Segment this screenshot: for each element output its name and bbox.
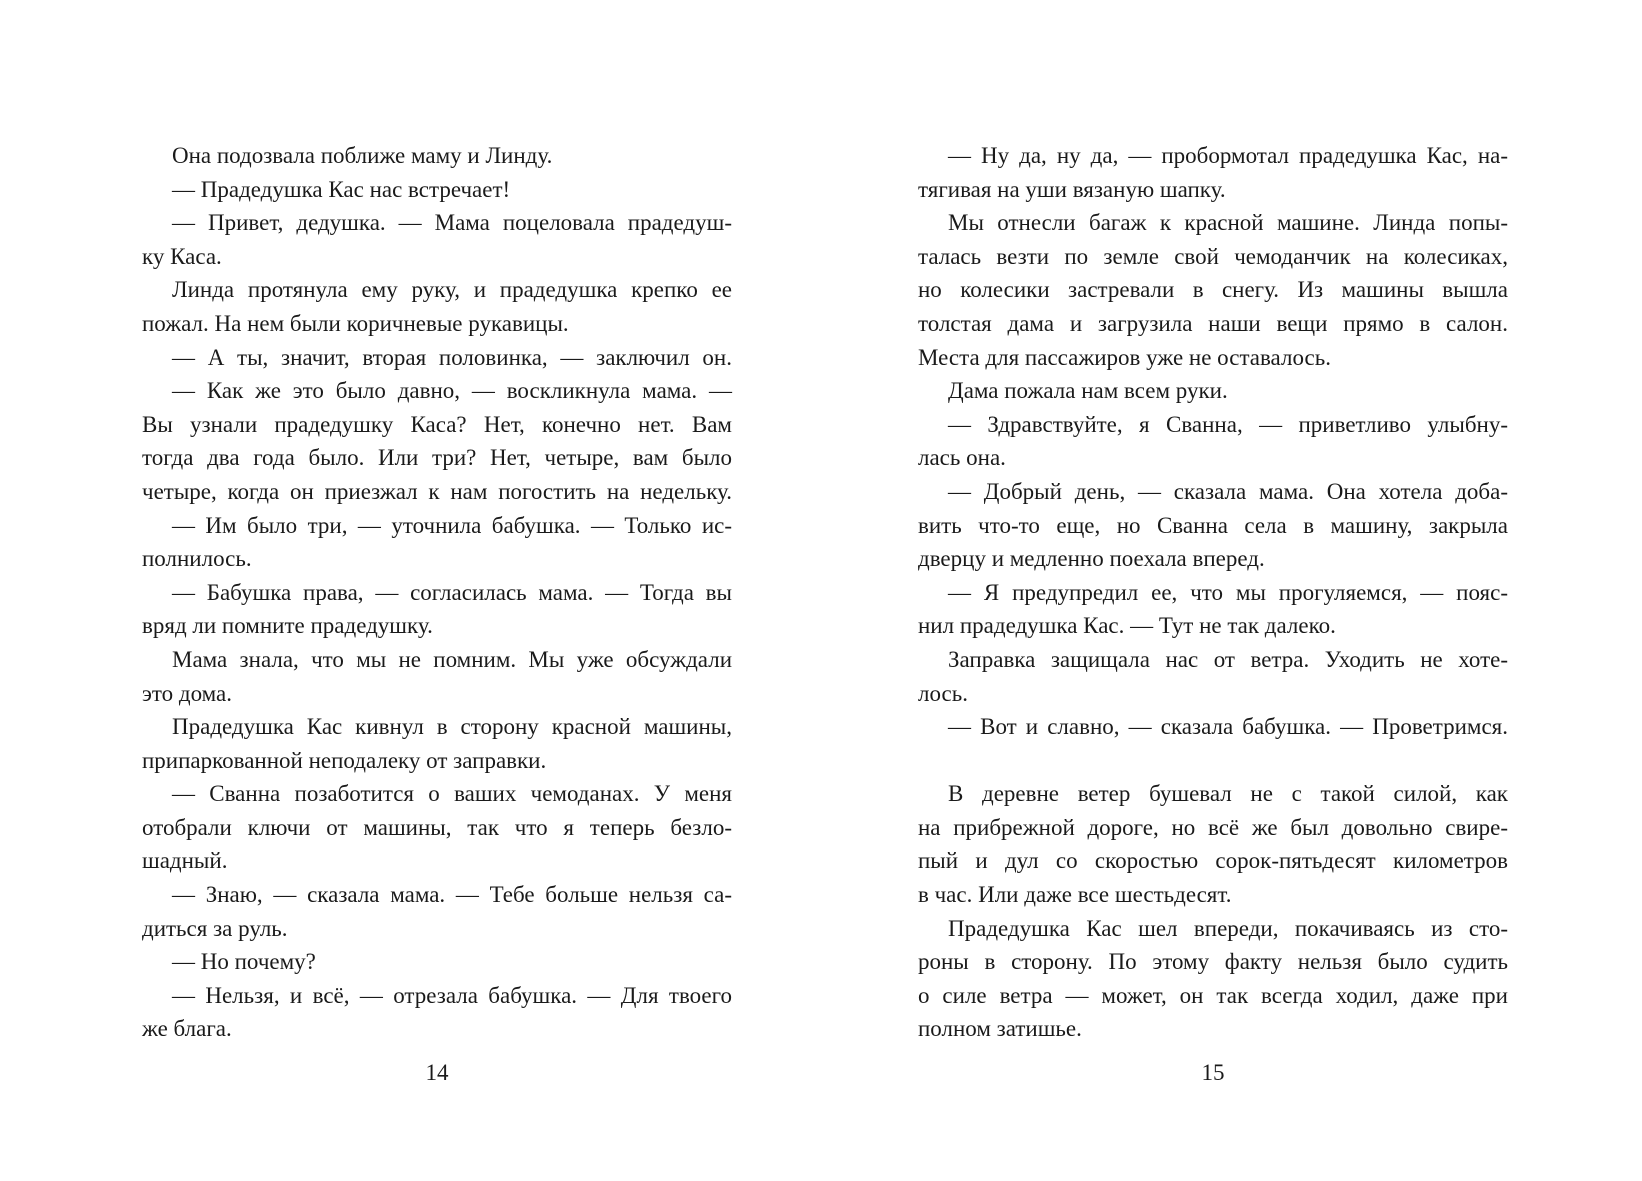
text-line: — Но почему? [172,949,316,975]
text-line: Прадедушка Кас шел впереди, покачиваясь из сто- [948,915,1508,941]
text-line: припаркованной неподалеку от заправки. [142,747,547,773]
text-line: Мама знала, что мы не помним. Мы уже обсуждали [172,646,732,672]
text-line: это дома. [142,680,232,706]
page-number: 15 [1201,1060,1225,1085]
text-line: полнилось. [142,546,252,572]
left-page [142,139,732,1099]
text-line: пожал. На нем были коричневые рукавицы. [142,310,569,336]
text-line: ку Каса. [142,243,222,269]
text-line: отобрали ключи от машины, так что я теперь безло- [142,814,732,840]
text-line: роны в сторону. По этому факту нельзя было судить [918,949,1508,975]
text-line: Прадедушка Кас кивнул в сторону красной машины, [172,714,732,740]
text-line: Заправка защищала нас от ветра. Уходить не хоте- [948,646,1508,672]
left-page-text [142,139,732,1046]
text-line: — Им было три, — уточнила бабушка. — Только ис- [172,512,732,538]
text-line: но колесики застревали в снегу. Из машины вышла [918,277,1508,303]
text-line: — Сванна позаботится о ваших чемоданах. У меня [172,781,732,807]
text-line: тогда два года было. Или три? Нет, четыре, вам было [142,445,732,471]
text-line: — Нельзя, и всё, — отрезала бабушка. — Для твоего [172,982,732,1008]
text-line: — Ну да, ну да, — пробормотал прадедушка Кас, на- [948,143,1508,168]
text-line: лась она. [918,445,1006,471]
text-line: о силе ветра — может, он так всегда ходил, даже при [918,982,1508,1008]
text-line: лось. [918,680,968,706]
text-line: талась везти по земле свой чемоданчик на колесиках, [918,243,1508,269]
text-line: — Добрый день, — сказала мама. Она хотела доба- [948,478,1508,504]
text-line: пый и дул со скоростью сорок-пятьдесят километров [918,848,1508,874]
text-line: Она подозвала поближе маму и Линду. [172,143,553,168]
text-line: толстая дама и загрузила наши вещи прямо в салон. [918,310,1508,336]
text-line: Мы отнесли багаж к красной машине. Линда попы- [948,210,1508,236]
text-line: — Знаю, — сказала мама. — Тебе больше нельзя са- [172,882,732,908]
text-line: — Бабушка права, — согласилась мама. — Тогда вы [172,579,732,605]
text-line: полном затишье. [918,1016,1082,1042]
text-line: Вы узнали прадедушку Каса? Нет, конечно нет. Вам [142,411,732,437]
text-line: Линда протянула ему руку, и прадедушка крепко ее [172,277,732,303]
text-line: шадный. [142,848,228,874]
text-line: — Я предупредил ее, что мы прогуляемся, — пояс- [948,579,1508,605]
text-line: на прибрежной дороге, но всё же был довольно свире- [918,814,1508,840]
text-line: — Здравствуйте, я Сванна, — приветливо улыбну- [948,411,1508,437]
text-line: же блага. [142,1016,232,1042]
text-line: дверцу и медленно поехала вперед. [918,546,1265,572]
text-line: Места для пассажиров уже не оставалось. [918,344,1331,370]
blank-line [918,744,1508,778]
page-number: 14 [425,1060,449,1085]
text-line: вряд ли помните прадедушку. [142,613,433,639]
text-line: В деревне ветер бушевал не с такой силой, как [948,781,1508,807]
right-page [918,139,1508,1099]
text-line: — Вот и славно, — сказала бабушка. — Проветримся. [948,714,1508,740]
text-line: Дама пожала нам всем руки. [948,378,1228,404]
text-line: — Как же это было давно, — воскликнула мама. — [172,378,732,404]
text-line: диться за руль. [142,915,288,941]
text-line: — Привет, дедушка. — Мама поцеловала прадедуш- [172,210,732,236]
right-page-text [918,139,1508,1046]
text-line: в час. Или даже все шестьдесят. [918,882,1232,908]
text-line: тягивая на уши вязаную шапку. [918,176,1226,202]
text-line: вить что-то еще, но Сванна села в машину, закрыла [918,512,1508,538]
text-line: нил прадедушка Кас. — Тут не так далеко. [918,613,1336,639]
text-line: четыре, когда он приезжал к нам погостить на недельку. [142,478,732,504]
text-line: — Прадедушка Кас нас встречает! [172,176,511,202]
text-line: — А ты, значит, вторая половинка, — заключил он. [172,344,732,370]
